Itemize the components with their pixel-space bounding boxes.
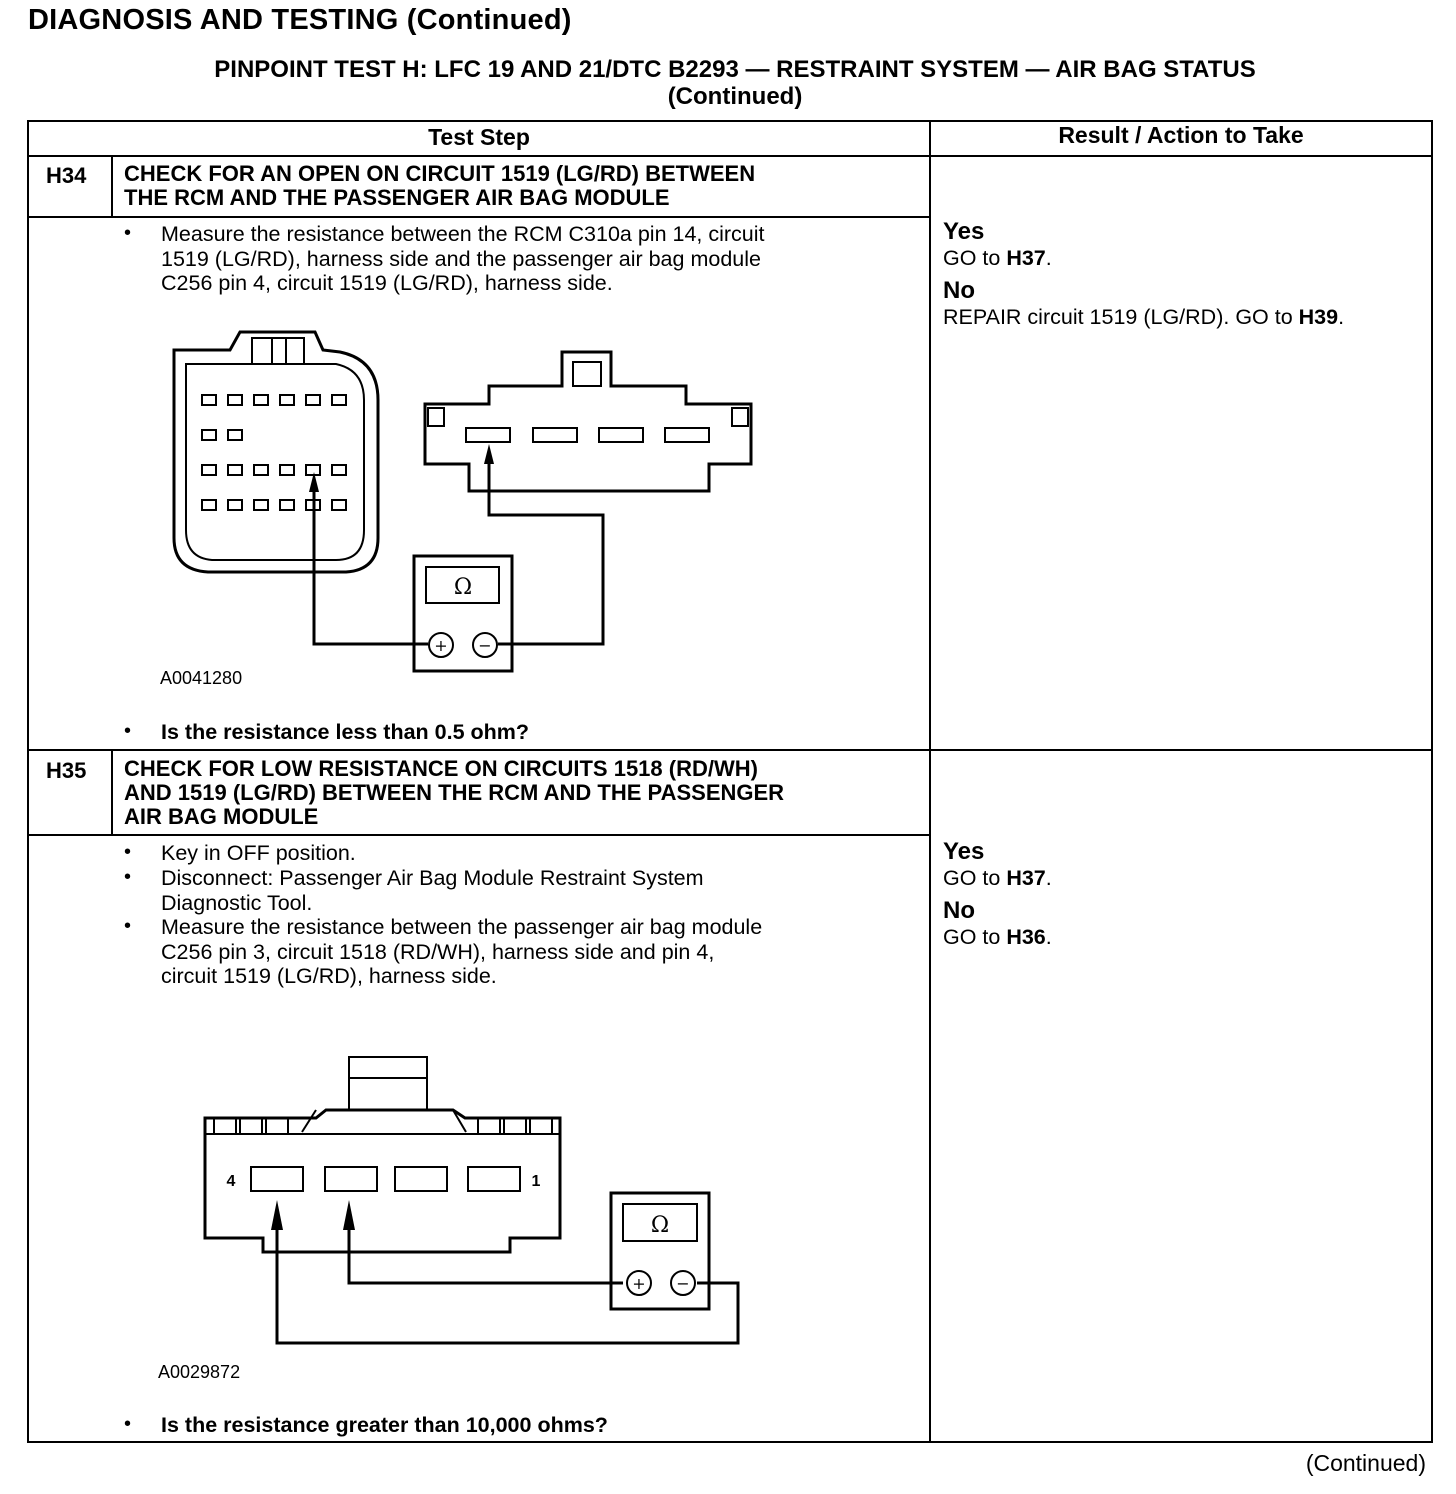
question-h34: Is the resistance less than 0.5 ohm? xyxy=(161,720,530,744)
pinpoint-test-title: PINPOINT TEST H: LFC 19 AND 21/DTC B2293 — RESTRAINT SYSTEM — AIR BAG STATUS xyxy=(214,56,1256,83)
question-h35: Is the resistance greater than 10,000 ohms? xyxy=(161,1413,608,1437)
meter-minus-terminal: − xyxy=(676,1274,690,1293)
bullet-marker: • xyxy=(124,720,132,742)
bullet-marker: • xyxy=(124,915,132,937)
step-instruction-h35-3: Measure the resistance between the passenger air bag module C256 pin 3, circuit 1518 (RD/WH), harness side and pin 4, circuit 1519 (LG/RD), harness side. xyxy=(161,915,763,988)
ohm-symbol: Ω xyxy=(650,1213,670,1238)
footer-continued: (Continued) xyxy=(1305,1450,1426,1476)
meter-minus-terminal: − xyxy=(478,636,492,655)
step-instruction-h35-1: Key in OFF position. xyxy=(161,841,356,865)
bullet-marker: • xyxy=(124,841,132,863)
bullet-marker: • xyxy=(124,222,132,244)
ohm-symbol: Ω xyxy=(453,575,473,600)
meter-plus-terminal: + xyxy=(434,636,448,655)
pin-label-4: 4 xyxy=(226,1173,236,1190)
step-id-h34: H34 xyxy=(46,163,87,188)
meter-plus-terminal: + xyxy=(632,1274,646,1293)
figure-id-h35: A0029872 xyxy=(158,1362,241,1382)
step-title-h35: CHECK FOR LOW RESISTANCE ON CIRCUITS 1518 (RD/WH) AND 1519 (LG/RD) BETWEEN THE RCM AND THE PASSENGER AIR BAG MODULE xyxy=(124,756,785,829)
column-header-result: Result / Action to Take xyxy=(1058,122,1304,148)
result-h34: Yes GO to H37. No REPAIR circuit 1519 (LG/RD). GO to H39. xyxy=(943,218,1345,329)
column-header-test-step: Test Step xyxy=(428,124,530,150)
result-h35: Yes GO to H37. No GO to H36. xyxy=(943,838,1052,949)
step-title-h34: CHECK FOR AN OPEN ON CIRCUIT 1519 (LG/RD) BETWEEN THE RCM AND THE PASSENGER AIR BAG MODULE xyxy=(124,161,756,210)
step-instruction-h34: Measure the resistance between the RCM C310a pin 14, circuit 1519 (LG/RD), harness side and the passenger air bag module C256 pin 4, circuit 1519 (LG/RD), harness side. xyxy=(161,222,765,295)
bullet-marker: • xyxy=(124,1413,132,1435)
step-id-h35: H35 xyxy=(46,758,87,783)
bullet-marker: • xyxy=(124,866,132,888)
page-title: DIAGNOSIS AND TESTING (Continued) xyxy=(28,4,572,36)
step-instruction-h35-2: Disconnect: Passenger Air Bag Module Restraint System Diagnostic Tool. xyxy=(161,866,704,915)
pinpoint-test-continued: (Continued) xyxy=(667,83,803,110)
figure-id-h34: A0041280 xyxy=(160,668,243,688)
pin-label-1: 1 xyxy=(531,1173,541,1190)
